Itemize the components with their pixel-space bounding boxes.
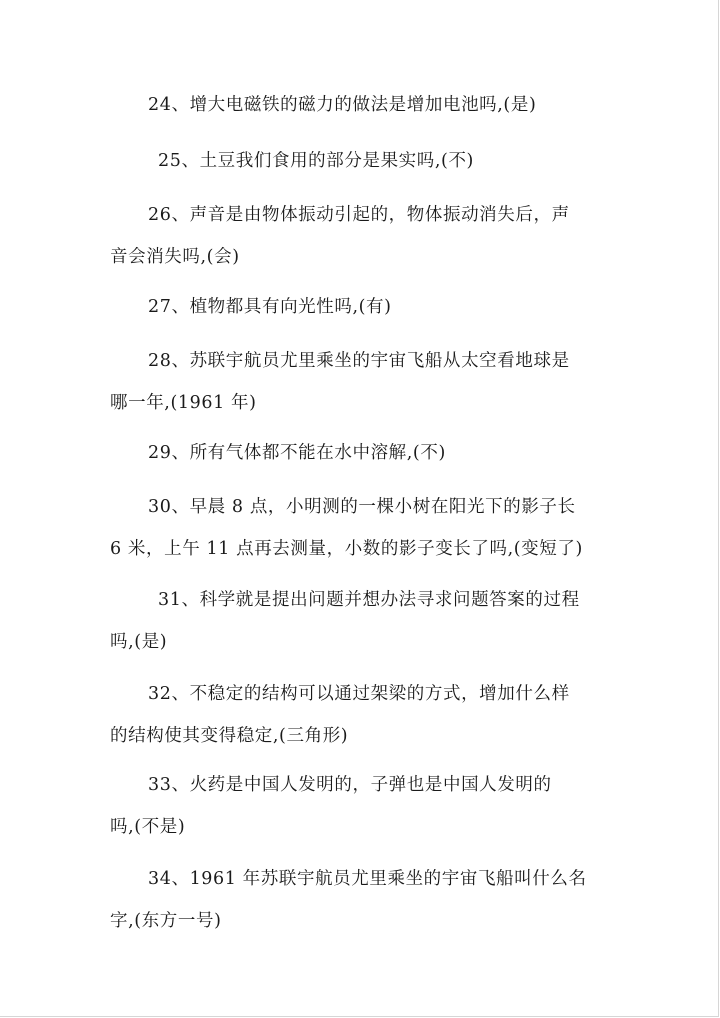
question-line: 25、土豆我们食用的部分是果实吗,(不) <box>158 151 474 171</box>
question-line: 31、科学就是提出问题并想办法寻求问题答案的过程 <box>158 590 580 610</box>
question-31 <box>110 592 610 652</box>
question-line: 34、1961 年苏联宇航员尤里乘坐的宇宙飞船叫什么名 <box>148 869 587 889</box>
question-line: 24、增大电磁铁的磁力的做法是增加电池吗,(是) <box>148 95 537 115</box>
question-line: 28、苏联宇航员尤里乘坐的宇宙飞船从太空看地球是 <box>148 351 570 371</box>
question-34 <box>110 871 610 931</box>
question-line: 吗,(是) <box>110 632 168 652</box>
question-line: 的结构使其变得稳定,(三角形) <box>110 726 349 746</box>
question-33 <box>110 777 610 837</box>
question-line: 音会消失吗,(会) <box>110 247 240 267</box>
question-26 <box>110 207 610 267</box>
question-25 <box>110 153 610 171</box>
question-28 <box>110 353 610 413</box>
question-line: 6 米，上午 11 点再去测量，小数的影子变长了吗,(变短了) <box>110 539 583 559</box>
question-line: 32、不稳定的结构可以通过架梁的方式，增加什么样 <box>148 684 570 704</box>
question-line: 27、植物都具有向光性吗,(有) <box>148 297 392 317</box>
question-27 <box>110 299 610 317</box>
question-line: 33、火药是中国人发明的，子弹也是中国人发明的 <box>148 775 552 795</box>
question-29 <box>110 445 610 463</box>
question-32 <box>110 686 610 746</box>
question-line: 29、所有气体都不能在水中溶解,(不) <box>148 443 446 463</box>
question-line: 字,(东方一号) <box>110 911 222 931</box>
question-24 <box>110 97 610 115</box>
question-30 <box>110 499 610 559</box>
question-line: 26、声音是由物体振动引起的，物体振动消失后，声 <box>148 205 570 225</box>
question-line: 30、早晨 8 点，小明测的一棵小树在阳光下的影子长 <box>148 497 576 517</box>
question-line: 哪一年,(1961 年) <box>110 393 257 413</box>
question-line: 吗,(不是) <box>110 817 186 837</box>
